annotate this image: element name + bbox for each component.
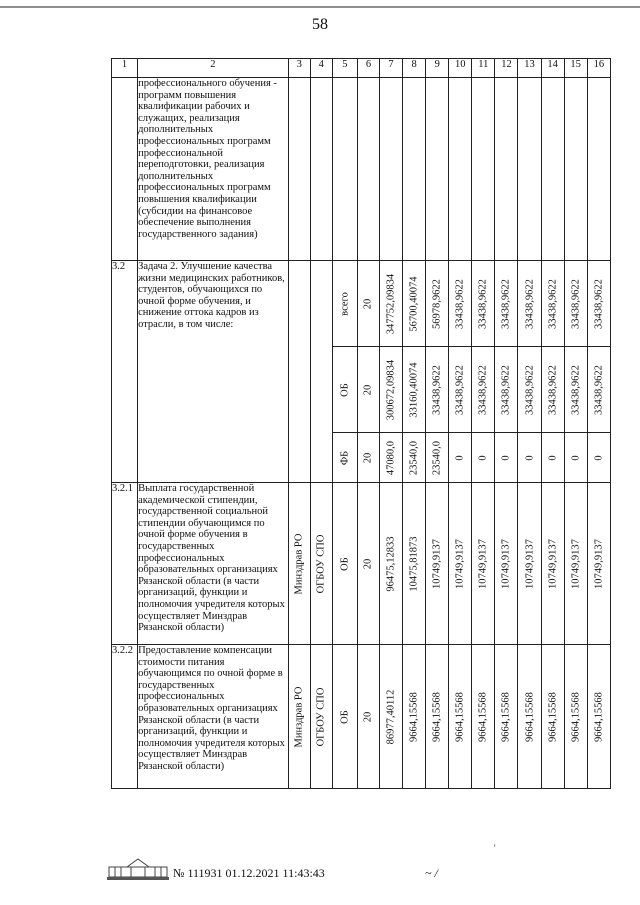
value-cell (587, 483, 610, 645)
table-row (112, 261, 611, 347)
value-cell (587, 645, 610, 789)
cell-value: 9664,15568 (431, 691, 443, 742)
value-cell (495, 645, 518, 789)
cell-value: 20 (362, 558, 374, 569)
cell-value: 33438,9622 (524, 278, 536, 329)
cell-value: 9664,15568 (547, 691, 559, 742)
value-cell (357, 433, 379, 483)
header-cell: 3 (288, 59, 310, 78)
cell-value: 0 (477, 454, 489, 461)
value-cell (449, 433, 472, 483)
row-description: Выплата государственной академической стипендии, государственной социальной стипендии обучающимся по очной форме обучения в государственных профессиональных образовательных организациях Рязанской области (в части организаций, функции и полномочия учредителя которых осуществляет Минздрав Рязанской области) (138, 483, 289, 645)
cell-value: 33438,9622 (547, 364, 559, 415)
cell-value: всего (339, 291, 351, 316)
value-cell (288, 645, 310, 789)
value-cell (380, 645, 403, 789)
cell-value: Минздрав РО (293, 686, 305, 747)
header-cell: 5 (332, 59, 357, 78)
header-cell: 7 (380, 59, 403, 78)
cell-value: 96475,12833 (385, 535, 397, 592)
value-cell (472, 433, 495, 483)
value-cell (426, 261, 449, 347)
value-cell (587, 261, 610, 347)
value-cell (332, 347, 357, 433)
value-cell (495, 261, 518, 347)
value-cell (449, 645, 472, 789)
cell-value: 9664,15568 (570, 691, 582, 742)
cell-value: 33438,9622 (570, 278, 582, 329)
cell-value: 10475,81873 (408, 535, 420, 592)
signature: ~ / (425, 866, 438, 880)
value-cell (288, 483, 310, 645)
cell-value: 20 (362, 452, 374, 463)
value-cell (449, 347, 472, 433)
header-cell: 15 (564, 59, 587, 78)
value-cell (472, 645, 495, 789)
cell-value: 33160,40074 (408, 361, 420, 418)
cell-value: 33438,9622 (593, 364, 605, 415)
cell-value: 33438,9622 (547, 278, 559, 329)
cell-value: 86977,40112 (385, 689, 397, 744)
header-cell: 4 (310, 59, 332, 78)
value-cell (357, 347, 379, 433)
value-cell (449, 483, 472, 645)
value-cell (426, 347, 449, 433)
cell-value: 10749,9137 (477, 538, 489, 589)
header-cell: 2 (138, 59, 289, 78)
cell-value: 47080,0 (385, 440, 397, 475)
cell-value: ОБ (339, 556, 351, 571)
building-logo (107, 855, 169, 881)
cell-value: 10749,9137 (593, 538, 605, 589)
cell-value: 20 (362, 384, 374, 395)
header-cell: 6 (357, 59, 379, 78)
header-cell: 1 (112, 59, 138, 78)
value-cell (472, 261, 495, 347)
value-cell (518, 645, 541, 789)
cell-value: 0 (454, 454, 466, 461)
cell-value: 9664,15568 (454, 691, 466, 742)
value-cell (564, 261, 587, 347)
value-cell (495, 483, 518, 645)
cell-value: 10749,9137 (570, 538, 582, 589)
table-row (112, 78, 611, 261)
cell-value: 10749,9137 (454, 538, 466, 589)
cell-value: 33438,9622 (524, 364, 536, 415)
value-cell (380, 433, 403, 483)
cell-value: 9664,15568 (500, 691, 512, 742)
row-number: 3.2.1 (112, 483, 138, 645)
row-number: 3.2.2 (112, 645, 138, 789)
table-row (112, 645, 611, 789)
cell-value: 9664,15568 (408, 691, 420, 742)
cell-value: 56978,9622 (431, 278, 443, 329)
cell-value: 33438,9622 (593, 278, 605, 329)
budget-table (111, 58, 611, 789)
value-cell (541, 347, 564, 433)
header-cell: 9 (426, 59, 449, 78)
value-cell (587, 433, 610, 483)
value-cell (380, 261, 403, 347)
value-cell (403, 261, 426, 347)
header-cell: 12 (495, 59, 518, 78)
top-scan-line (0, 6, 640, 8)
value-cell (357, 645, 379, 789)
cell-value: 33438,9622 (454, 364, 466, 415)
cell-value: 0 (524, 454, 536, 461)
header-cell: 14 (541, 59, 564, 78)
cell-value: 0 (570, 454, 582, 461)
value-cell (357, 483, 379, 645)
cell-value: 33438,9622 (454, 278, 466, 329)
value-cell (541, 433, 564, 483)
cell-value: 33438,9622 (500, 278, 512, 329)
cell-value: Минздрав РО (293, 533, 305, 594)
cell-value: 0 (500, 454, 512, 461)
cell-value: ФБ (339, 450, 351, 465)
cell-value: 23540,0 (431, 440, 443, 475)
page-number: 58 (312, 16, 328, 33)
value-cell (541, 261, 564, 347)
header-cell: 13 (518, 59, 541, 78)
value-cell (426, 645, 449, 789)
header-cell: 16 (587, 59, 610, 78)
cell-value: 20 (362, 711, 374, 722)
value-cell (472, 483, 495, 645)
value-cell (403, 645, 426, 789)
value-cell (495, 433, 518, 483)
cell-value: 20 (362, 298, 374, 309)
row-description: профессионального обучения - программ повышения квалификации рабочих и служащих, реализация дополнительных профессиональных программ профессиональной переподготовки, реализация дополнительных профессиональных программ повышения квалификации (субсидии на финансовое обеспечение выполнения государственного задания) (138, 78, 289, 261)
value-cell (472, 347, 495, 433)
value-cell (518, 347, 541, 433)
value-cell (403, 433, 426, 483)
row-description: Предоставление компенсации стоимости питания обучающимся по очной форме в государственных профессиональных образовательных организациях Рязанской области (в части организаций, функции и полномочия учредителя которых осуществляет Минздрав Рязанской области) (138, 645, 289, 789)
value-cell (518, 433, 541, 483)
value-cell (380, 347, 403, 433)
header-cell: 11 (472, 59, 495, 78)
cell-value: 56700,40074 (408, 275, 420, 332)
cell-value: 9664,15568 (593, 691, 605, 742)
value-cell (495, 347, 518, 433)
value-cell (332, 483, 357, 645)
cell-value: 0 (593, 454, 605, 461)
table-row (112, 483, 611, 645)
value-cell (564, 645, 587, 789)
cell-value: 347752,09834 (385, 273, 397, 334)
value-cell (310, 483, 332, 645)
cell-value: ОГБОУ СПО (315, 687, 327, 746)
value-cell (587, 347, 610, 433)
cell-value: 23540,0 (408, 440, 420, 475)
value-cell (518, 261, 541, 347)
cell-value: 0 (547, 454, 559, 461)
value-cell (518, 483, 541, 645)
cell-value: 10749,9137 (500, 538, 512, 589)
cell-value: 10749,9137 (547, 538, 559, 589)
value-cell (332, 645, 357, 789)
value-cell (403, 347, 426, 433)
value-cell (449, 261, 472, 347)
row-number: 3.2 (112, 261, 138, 483)
cell-value: 33438,9622 (500, 364, 512, 415)
cell-value: 300672,09834 (385, 359, 397, 420)
cell-value: 10749,9137 (524, 538, 536, 589)
value-cell (332, 261, 357, 347)
value-cell (332, 433, 357, 483)
header-cell: 10 (449, 59, 472, 78)
row-description: Задача 2. Улучшение качества жизни медицинских работников, студентов, обучающихся по очной форме обучения, и снижение оттока кадров из отрасли, в том числе: (138, 261, 289, 483)
cell-value: 33438,9622 (477, 364, 489, 415)
value-cell (357, 261, 379, 347)
value-cell (380, 483, 403, 645)
value-cell (310, 645, 332, 789)
cell-value: ОБ (339, 382, 351, 397)
header-cell: 8 (403, 59, 426, 78)
value-cell (564, 347, 587, 433)
row-number (112, 78, 138, 261)
value-cell (541, 645, 564, 789)
value-cell (541, 483, 564, 645)
cell-value: 9664,15568 (524, 691, 536, 742)
value-cell (403, 483, 426, 645)
document-registration: № 111931 01.12.2021 11:43:43 (173, 866, 325, 880)
cell-value: ОБ (339, 709, 351, 724)
cell-value: 33438,9622 (570, 364, 582, 415)
cell-value: ОГБОУ СПО (315, 534, 327, 593)
header-row (112, 59, 611, 78)
cell-value: 10749,9137 (431, 538, 443, 589)
cell-value: 9664,15568 (477, 691, 489, 742)
value-cell (426, 433, 449, 483)
cell-value: 33438,9622 (477, 278, 489, 329)
value-cell (426, 483, 449, 645)
cell-value: 33438,9622 (431, 364, 443, 415)
tick-mark: ' (494, 843, 496, 853)
value-cell (564, 433, 587, 483)
value-cell (564, 483, 587, 645)
